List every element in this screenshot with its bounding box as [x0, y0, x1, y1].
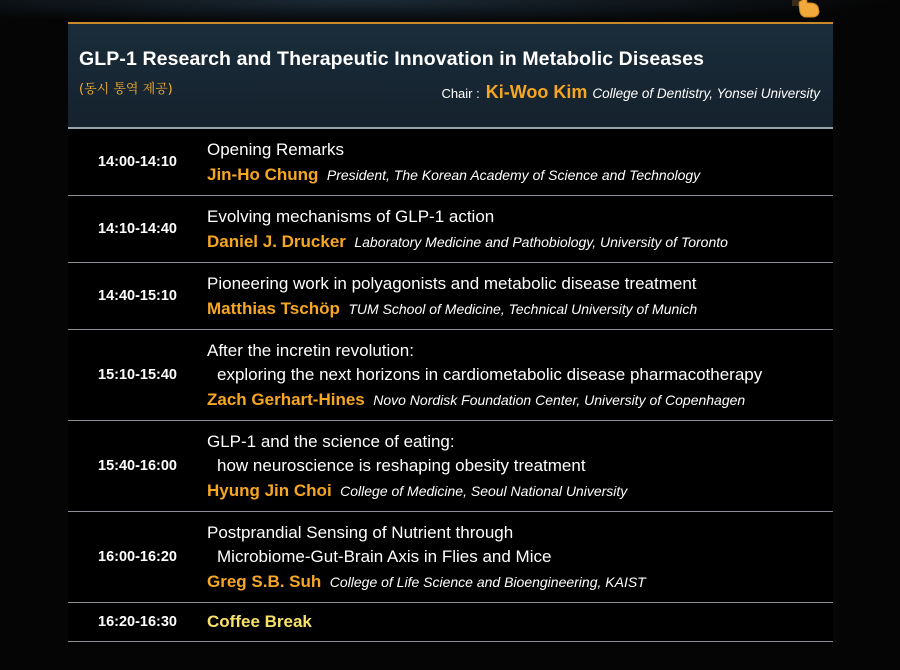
program-row — [68, 512, 833, 603]
talk-title: After the incretin revolution: — [207, 341, 414, 360]
speaker-line — [207, 162, 833, 188]
talk-content — [207, 421, 833, 511]
talk-title: Postprandial Sensing of Nutrient through — [207, 523, 514, 542]
chair-info — [441, 82, 820, 103]
talk-title: GLP-1 and the science of eating: — [207, 432, 455, 451]
speaker-name: Hyung Jin Choi — [207, 481, 332, 500]
coffee-break-label: Coffee Break — [207, 612, 312, 631]
speaker-affiliation: President, The Korean Academy of Science and Technology — [326, 167, 701, 183]
talk-title-continued: Microbiome-Gut-Brain Axis in Flies and Mice — [217, 547, 552, 566]
talk-content — [207, 129, 833, 195]
talk-title-continued: exploring the next horizons in cardiometabolic disease pharmacotherapy — [217, 365, 763, 384]
program-row — [68, 330, 833, 421]
speaker-line — [207, 569, 833, 595]
time-slot: 16:00-16:20 — [98, 549, 177, 565]
chair-affiliation: College of Dentistry, Yonsei University — [592, 86, 820, 101]
program-row — [68, 421, 833, 512]
talk-content — [207, 512, 833, 602]
time-slot: 14:10-14:40 — [98, 221, 177, 237]
speaker-affiliation: College of Medicine, Seoul National University — [340, 483, 628, 499]
interpretation-note: (동시 통역 제공) — [79, 82, 173, 97]
speaker-line — [207, 478, 833, 504]
chair-label: Chair : — [441, 86, 480, 101]
top-background-glow — [0, 0, 900, 24]
speaker-affiliation: College of Life Science and Bioengineering, KAIST — [329, 574, 646, 590]
talk-title-continued: how neuroscience is reshaping obesity treatment — [217, 456, 586, 475]
speaker-line — [207, 229, 833, 255]
talk-title: Opening Remarks — [207, 140, 345, 159]
session-card — [68, 22, 833, 642]
pointing-hand-icon — [792, 0, 822, 18]
program-list — [68, 129, 833, 642]
chair-name: Ki-Woo Kim — [485, 82, 588, 102]
time-slot: 15:40-16:00 — [98, 458, 177, 474]
program-row — [68, 263, 833, 330]
time-slot: 15:10-15:40 — [98, 367, 177, 383]
speaker-affiliation: Novo Nordisk Foundation Center, University of Copenhagen — [373, 392, 746, 408]
time-slot: 14:40-15:10 — [98, 288, 177, 304]
speaker-name: Daniel J. Drucker — [207, 232, 346, 251]
session-title: GLP-1 Research and Therapeutic Innovation in Metabolic Diseases — [79, 48, 705, 70]
talk-content — [207, 263, 833, 329]
speaker-name: Zach Gerhart-Hines — [207, 390, 365, 409]
time-slot: 16:20-16:30 — [98, 614, 177, 630]
speaker-affiliation: Laboratory Medicine and Pathobiology, University of Toronto — [354, 234, 728, 250]
speaker-name: Greg S.B. Suh — [207, 572, 322, 591]
coffee-break-row — [68, 603, 833, 642]
speaker-line — [207, 296, 833, 322]
break-content — [207, 603, 833, 641]
talk-title: Pioneering work in polyagonists and metabolic disease treatment — [207, 274, 697, 293]
speaker-name: Jin-Ho Chung — [207, 165, 319, 184]
program-row — [68, 129, 833, 196]
speaker-affiliation: TUM School of Medicine, Technical University of Munich — [348, 301, 698, 317]
program-row — [68, 196, 833, 263]
talk-content — [207, 196, 833, 262]
speaker-name: Matthias Tschöp — [207, 299, 340, 318]
talk-content — [207, 330, 833, 420]
time-slot: 14:00-14:10 — [98, 154, 177, 170]
talk-title: Evolving mechanisms of GLP-1 action — [207, 207, 495, 226]
speaker-line — [207, 387, 833, 413]
session-header — [68, 22, 833, 129]
